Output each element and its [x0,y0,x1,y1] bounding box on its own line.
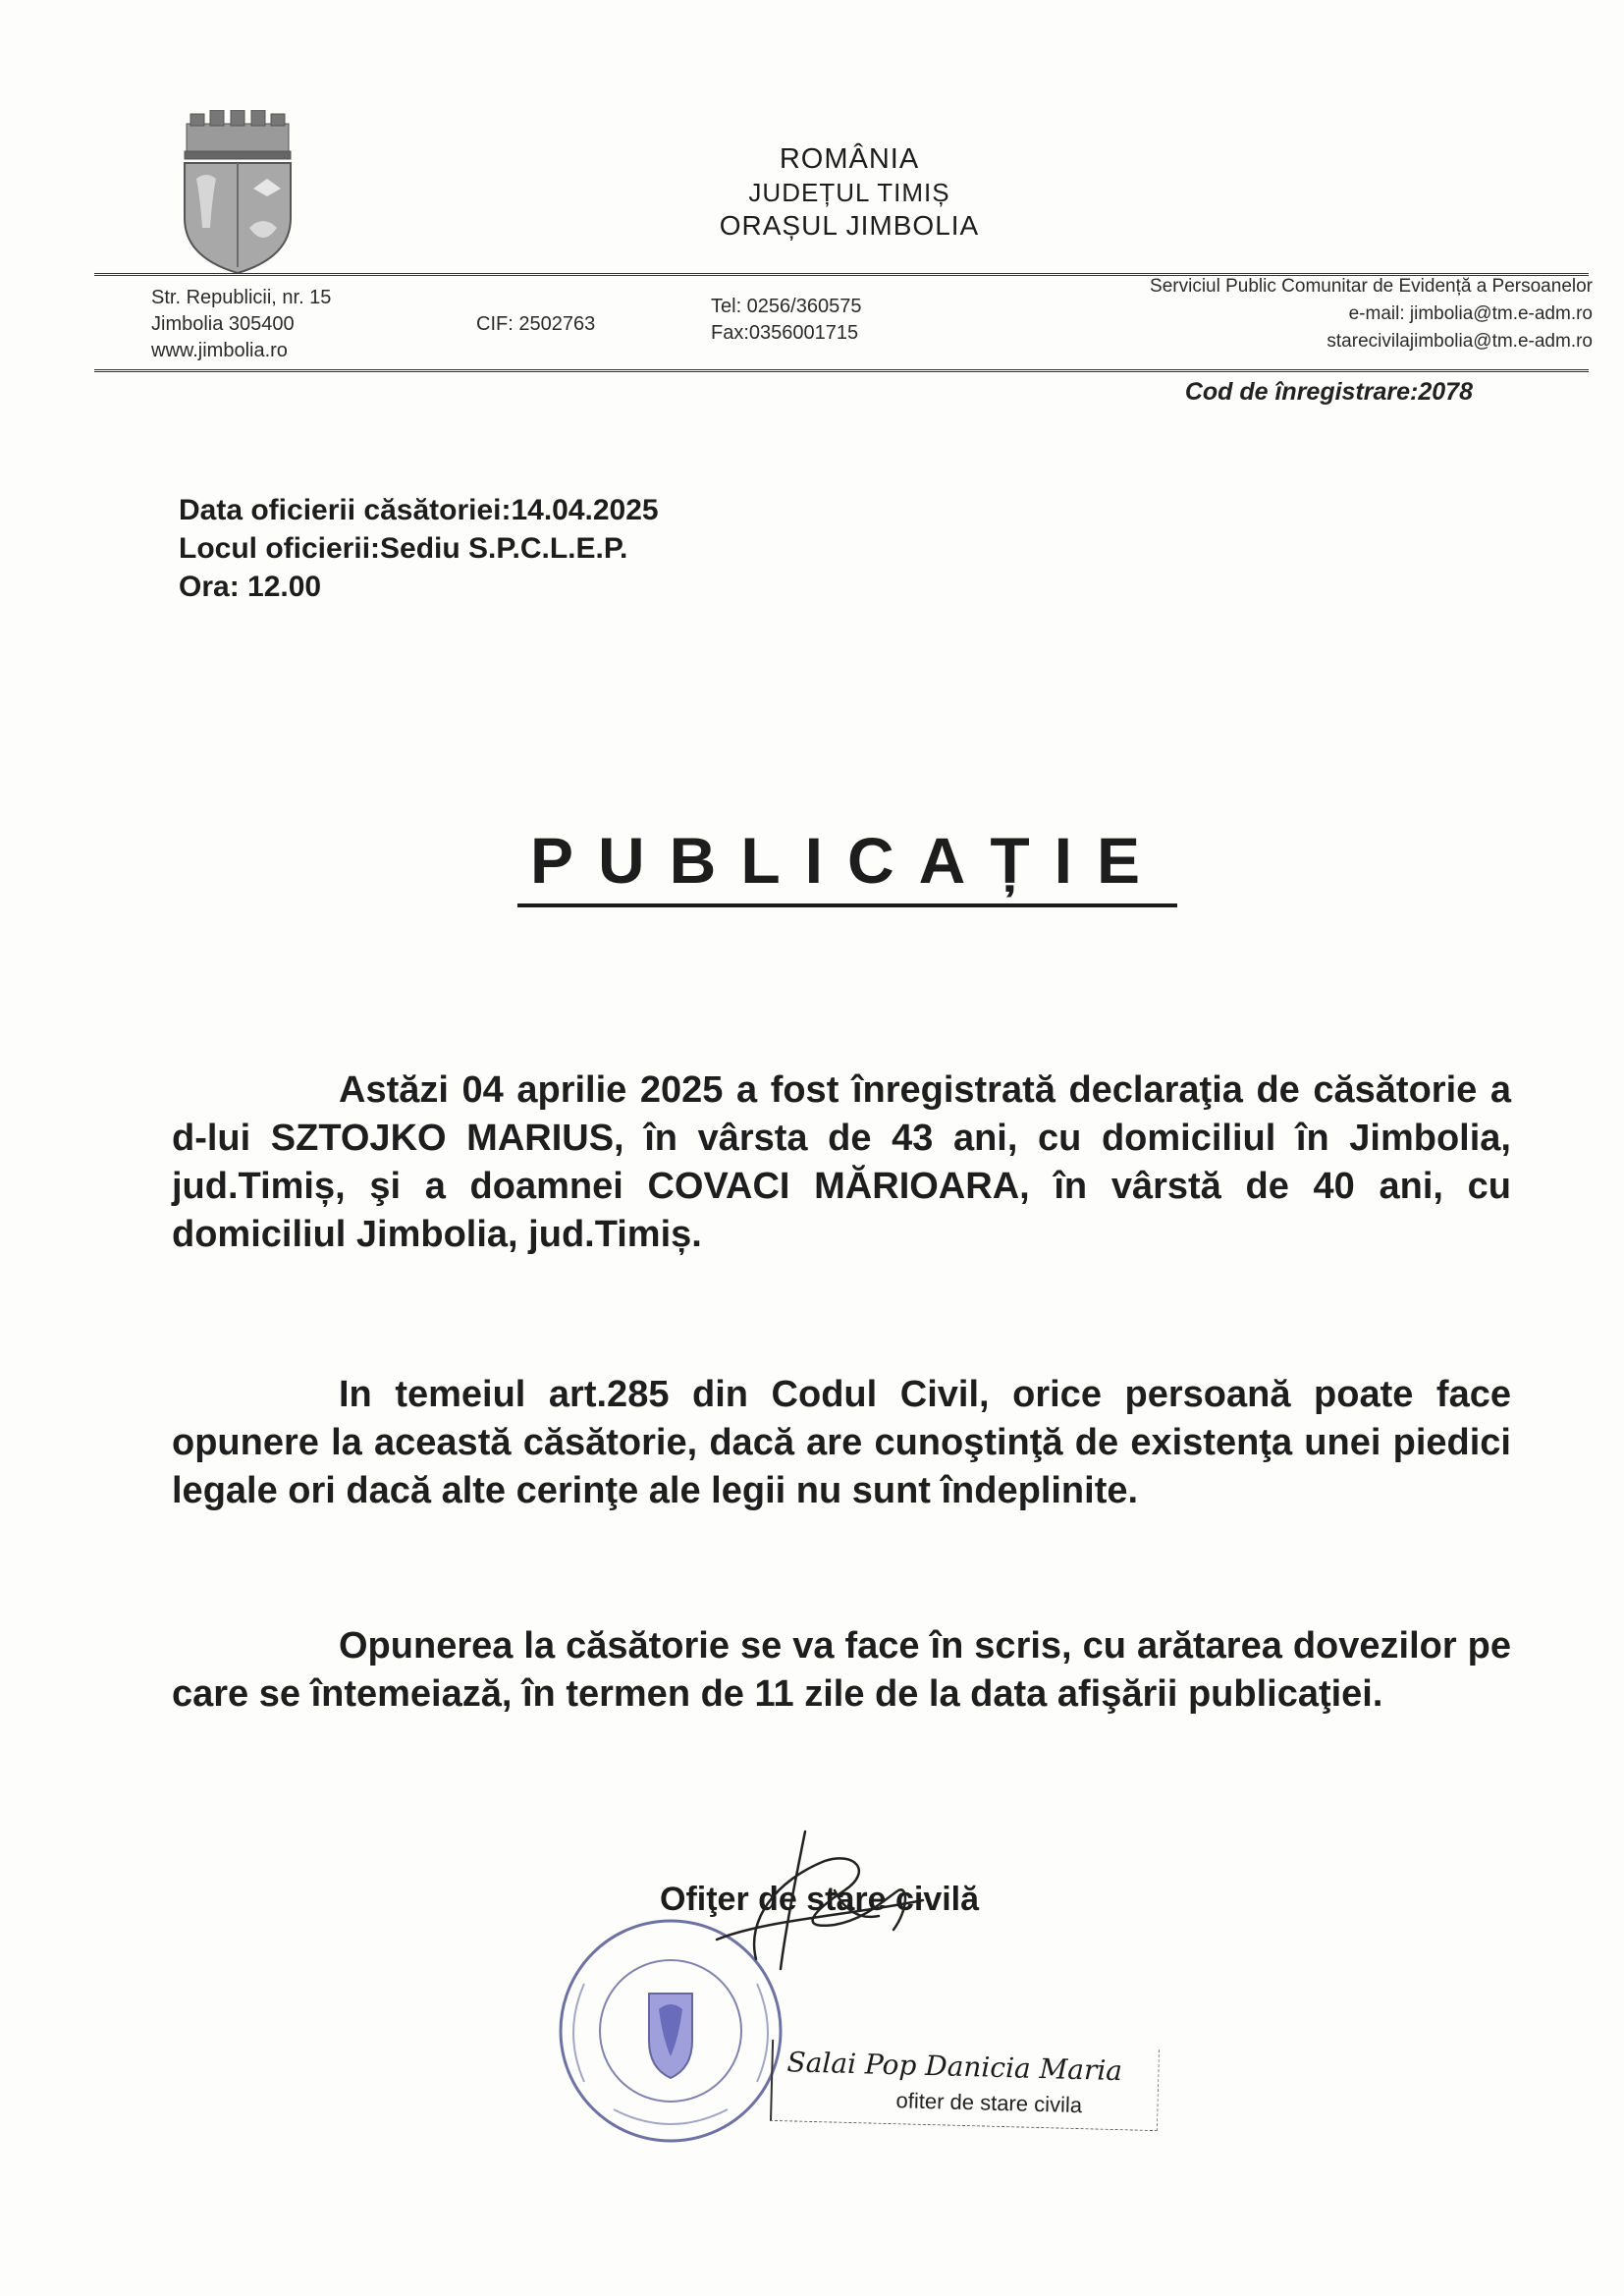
county-title: JUDEȚUL TIMIȘ [748,178,950,207]
address-line1: Str. Republicii, nr. 15 [151,287,332,308]
cif-number: CIF: 2502763 [476,313,596,335]
marriage-details [179,491,659,606]
phone-block [711,294,861,347]
service-block [982,273,1593,355]
tel-number: Tel: 0256/360575 [711,296,862,317]
email-primary[interactable]: e-mail: jimbolia@tm.e-adm.ro [1348,303,1593,324]
officer-name: Salai Pop Danicia Maria [786,2046,1123,2088]
paragraph-legal-basis-text: In temeiul art.285 din Codul Civil, orice persoană poate face opunere la această căsătorie, dacă are cunoştinţă de existenţa unei piedici legale ori dacă alte cerinţe ale legii nu sunt îndeplinite. [172,1374,1511,1511]
registration-code: Cod de înregistrare:2078 [1184,378,1473,406]
fax-number: Fax:0356001715 [711,322,859,344]
country-title: ROMÂNIA [779,143,920,175]
officer-name-stamp [770,2040,1160,2131]
officer-title: Ofiţer de stare civilă [660,1881,980,1918]
paragraph-legal-basis [172,1371,1511,1515]
document-title: PUBLICAȚIE [517,823,1177,907]
ceremony-time: Ora: 12.00 [179,571,322,603]
paragraph-declaration-text: Astăzi 04 aprilie 2025 a fost înregistrată declaraţia de căsătorie a d-lui SZTOJKO MARIUS, în vârsta de 43 ani, cu domiciliul în Jimbolia, jud.Timiș, şi a doamnei COVACI MĂRIOARA, în vârstă de 40 ani, cu domiciliul Jimbolia, jud.Timiș. [172,1069,1511,1255]
header-bottom-rule [94,369,1589,372]
paragraph-declaration [172,1066,1511,1259]
ceremony-date: Data oficierii căsătoriei:14.04.2025 [179,494,659,526]
email-secondary[interactable]: starecivilajimbolia@tm.e-adm.ro [1326,331,1593,352]
officer-role: ofiter de stare civila [895,2088,1083,2118]
paragraph-opposition-text: Opunerea la căsătorie se va face în scris, cu arătarea dovezilor pe care se întemeiază, în termen de 11 zile de la data afişării publicaţiei. [172,1625,1511,1715]
address-line2: Jimbolia 305400 [151,313,295,335]
service-name: Serviciul Public Comunitar de Evidență a Persoanelor [1150,276,1593,297]
town-title: ORAȘUL JIMBOLIA [719,210,980,241]
ceremony-place: Locul oficierii:Sediu S.P.C.L.E.P. [179,532,628,565]
address-block [151,285,331,364]
website-link[interactable]: www.jimbolia.ro [151,340,288,361]
coat-of-arms-icon [177,110,298,275]
paragraph-opposition [172,1622,1511,1719]
handwritten-signature-icon [687,1822,933,1979]
